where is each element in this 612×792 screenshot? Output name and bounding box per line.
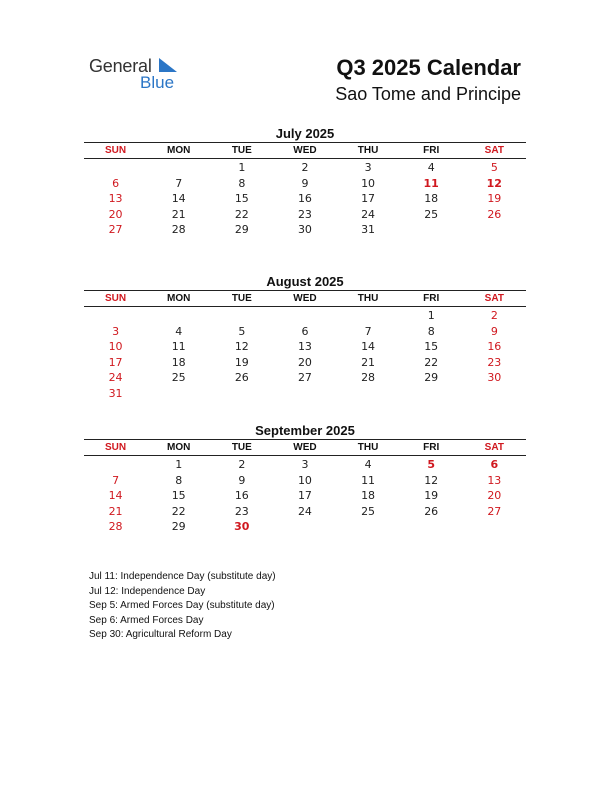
day-cell: 22 xyxy=(171,504,186,518)
day-cell: 18 xyxy=(171,355,186,369)
day-cell: 10 xyxy=(108,340,123,353)
month-calendar xyxy=(84,125,526,238)
day-cell: 18 xyxy=(424,192,439,205)
logo-text-blue: Blue xyxy=(140,73,175,92)
day-cell: 28 xyxy=(361,371,376,384)
day-cell: 21 xyxy=(361,355,376,369)
day-cell: 17 xyxy=(108,355,123,369)
day-cell: 15 xyxy=(171,489,186,502)
empty-day-cell xyxy=(147,160,210,176)
day-cell: 17 xyxy=(297,489,312,502)
day-cell: 13 xyxy=(108,192,123,205)
day-cell: 7 xyxy=(364,324,372,338)
day-cell: 30 xyxy=(234,520,250,533)
weekday-label: THU xyxy=(357,293,379,304)
day-cell: 5 xyxy=(238,324,246,338)
day-cell: 16 xyxy=(297,192,312,205)
day-cell: 21 xyxy=(171,207,186,221)
day-cell: 20 xyxy=(297,355,312,369)
logo-triangle-icon xyxy=(159,58,179,74)
day-cell: 25 xyxy=(361,504,376,518)
day-cell: 2 xyxy=(490,309,498,322)
empty-day-cell xyxy=(337,308,400,324)
empty-day-cell xyxy=(84,308,147,324)
day-cell: 9 xyxy=(301,176,309,190)
day-cell: 10 xyxy=(361,176,376,190)
day-cell: 2 xyxy=(301,161,309,174)
weekday-label: TUE xyxy=(231,442,252,453)
holiday-list xyxy=(89,570,276,643)
weekday-label: SUN xyxy=(105,442,127,453)
empty-day-cell xyxy=(147,308,210,324)
day-cell: 11 xyxy=(361,473,376,487)
day-cell: 12 xyxy=(486,176,502,190)
day-cell: 12 xyxy=(424,473,439,487)
day-cell: 29 xyxy=(171,520,186,533)
weekday-header xyxy=(84,142,526,159)
day-cell: 26 xyxy=(234,371,249,384)
day-cell: 16 xyxy=(234,489,249,502)
day-cell: 6 xyxy=(112,176,120,190)
day-cell: 8 xyxy=(427,324,435,338)
month-calendar xyxy=(84,422,526,535)
day-cell: 29 xyxy=(424,371,439,384)
generalblue-logo xyxy=(89,56,189,96)
day-cell: 3 xyxy=(301,458,309,471)
day-cell: 24 xyxy=(108,371,123,384)
day-cell: 4 xyxy=(364,458,372,471)
day-cell: 6 xyxy=(490,458,499,471)
weekday-header xyxy=(84,439,526,456)
page-subtitle: Sao Tome and Principe xyxy=(335,84,521,104)
day-cell: 25 xyxy=(171,371,186,384)
day-cell: 14 xyxy=(171,192,186,205)
day-cell: 16 xyxy=(487,340,502,353)
empty-day-cell xyxy=(210,308,273,324)
day-cell: 30 xyxy=(297,223,312,236)
weekday-label: SAT xyxy=(484,442,504,453)
day-cell: 5 xyxy=(490,161,498,174)
day-cell: 29 xyxy=(234,223,249,236)
weekday-label: MON xyxy=(167,442,191,453)
weekday-label: WED xyxy=(293,442,317,453)
day-cell: 31 xyxy=(108,386,123,400)
day-cell: 25 xyxy=(424,207,439,221)
empty-day-cell xyxy=(84,160,147,176)
weekday-label: WED xyxy=(293,293,317,304)
day-cell: 1 xyxy=(175,458,183,471)
day-cell: 9 xyxy=(238,473,246,487)
day-cell: 12 xyxy=(234,340,249,353)
weekday-label: SAT xyxy=(484,145,504,156)
weekday-label: SUN xyxy=(105,293,127,304)
day-cell: 9 xyxy=(490,324,498,338)
day-cell: 1 xyxy=(238,161,246,174)
day-cell: 15 xyxy=(424,340,439,353)
day-cell: 13 xyxy=(297,340,312,353)
day-cell: 22 xyxy=(234,207,249,221)
day-cell: 28 xyxy=(171,223,186,236)
empty-day-cell xyxy=(273,308,336,324)
logo-text-general: General xyxy=(89,56,152,76)
weekday-label: TUE xyxy=(231,293,252,304)
day-cell: 26 xyxy=(424,504,439,518)
weekday-label: MON xyxy=(167,145,191,156)
holiday-item: Jul 11: Independence Day (substitute day) xyxy=(89,571,276,582)
weekday-label: FRI xyxy=(423,442,440,453)
day-cell: 7 xyxy=(175,176,183,190)
weekday-label: THU xyxy=(357,442,379,453)
month-title: July 2025 xyxy=(275,126,335,141)
weekday-label: FRI xyxy=(423,293,440,304)
month-calendar xyxy=(84,273,526,401)
day-cell: 11 xyxy=(423,176,439,190)
day-cell: 19 xyxy=(234,355,249,369)
empty-day-cell xyxy=(84,457,147,473)
day-cell: 7 xyxy=(112,473,120,487)
day-grid xyxy=(84,307,526,401)
day-cell: 27 xyxy=(108,223,123,236)
holiday-item: Sep 5: Armed Forces Day (substitute day) xyxy=(89,600,275,612)
day-cell: 14 xyxy=(361,340,376,353)
day-cell: 2 xyxy=(238,458,246,471)
day-cell: 1 xyxy=(427,309,435,322)
holiday-item: Sep 6: Armed Forces Day xyxy=(89,614,204,626)
weekday-label: THU xyxy=(357,145,379,156)
day-cell: 4 xyxy=(175,324,183,338)
day-cell: 31 xyxy=(361,223,376,236)
day-cell: 6 xyxy=(301,324,309,338)
day-grid xyxy=(84,159,526,238)
day-cell: 19 xyxy=(487,192,502,205)
weekday-label: SAT xyxy=(484,293,504,304)
weekday-label: WED xyxy=(293,145,317,156)
day-cell: 23 xyxy=(297,207,312,221)
day-cell: 14 xyxy=(108,489,123,502)
day-cell: 21 xyxy=(108,504,123,518)
holiday-item: Sep 30: Agricultural Reform Day xyxy=(89,629,232,641)
day-cell: 30 xyxy=(487,371,502,384)
day-cell: 17 xyxy=(361,192,376,205)
day-cell: 20 xyxy=(108,207,123,221)
day-cell: 26 xyxy=(487,207,502,221)
day-cell: 20 xyxy=(487,489,502,502)
day-cell: 5 xyxy=(427,458,436,471)
weekday-label: SUN xyxy=(105,145,127,156)
weekday-label: TUE xyxy=(231,145,252,156)
day-cell: 23 xyxy=(234,504,249,518)
day-cell: 4 xyxy=(427,161,435,174)
month-title: September 2025 xyxy=(255,423,355,438)
day-cell: 18 xyxy=(361,489,376,502)
weekday-header xyxy=(84,290,526,307)
day-cell: 24 xyxy=(297,504,312,518)
day-cell: 8 xyxy=(238,176,246,190)
day-cell: 3 xyxy=(364,161,372,174)
day-cell: 15 xyxy=(234,192,249,205)
day-cell: 10 xyxy=(297,473,312,487)
day-cell: 27 xyxy=(297,371,312,384)
day-cell: 22 xyxy=(424,355,439,369)
holiday-item: Jul 12: Independence Day xyxy=(89,585,206,597)
day-cell: 3 xyxy=(112,324,120,338)
day-grid xyxy=(84,456,526,535)
day-cell: 27 xyxy=(487,504,502,518)
day-cell: 13 xyxy=(487,473,502,487)
month-title: August 2025 xyxy=(266,274,344,289)
day-cell: 19 xyxy=(424,489,439,502)
day-cell: 11 xyxy=(171,340,186,353)
page-title: Q3 2025 Calendar xyxy=(336,55,521,80)
day-cell: 24 xyxy=(361,207,376,221)
day-cell: 8 xyxy=(175,473,183,487)
day-cell: 23 xyxy=(487,355,502,369)
weekday-label: FRI xyxy=(423,145,440,156)
weekday-label: MON xyxy=(167,293,191,304)
day-cell: 28 xyxy=(108,520,123,533)
